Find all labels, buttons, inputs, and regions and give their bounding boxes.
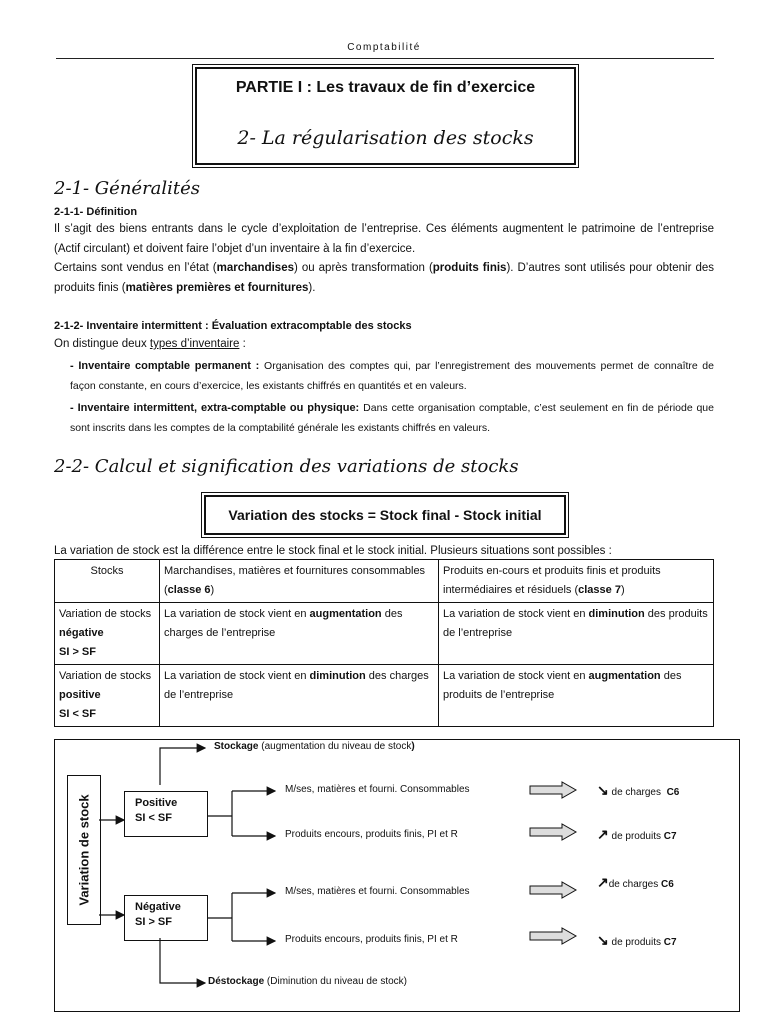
text: ) (210, 584, 215, 596)
text: de produits (611, 831, 661, 842)
subsection-2-1-1: 2-1-1- Définition (54, 206, 138, 218)
bold-term: négative (59, 627, 104, 639)
text: des produits de l’entreprise (443, 670, 682, 701)
neg-prod-label: Produits encours, produits finis, PI et R (285, 934, 458, 945)
bold-term: classe 6 (167, 584, 211, 596)
table-cell: Stocks (55, 560, 160, 603)
text: des charges de l’entreprise (164, 670, 429, 701)
class-code: C7 (663, 937, 677, 948)
bold-term: augmentation (309, 608, 382, 620)
text: Marchandises, matières et fournitures consommables ( (164, 565, 426, 596)
bullet-text: Organisation des comptes qui, par l’enregistrement des mouvements permet de connaître de façon constante, en cours d’exercice, les existants chiffrés en quantités et en valeurs. (70, 360, 714, 392)
text: La variation de stock vient en (443, 670, 589, 682)
result-neg-charges (597, 874, 674, 891)
bold-term: Stockage (214, 741, 259, 752)
bold-term: marchandises (216, 262, 294, 274)
text: ) ou après transformation ( (294, 262, 433, 274)
text: de produits (611, 937, 661, 948)
text: Produits en-cours et produits finis et produits intermédiaires et résiduels ( (443, 565, 661, 596)
down-arrow-icon: ↘ (597, 782, 609, 798)
text: ). (308, 281, 316, 294)
bold-term: matières premières et fournitures (125, 281, 309, 294)
text: ) (620, 584, 625, 596)
text: de charges (611, 787, 661, 798)
bullet-title: - Inventaire intermittent, extra-comptable ou physique: (70, 402, 364, 414)
text: La variation de stock vient en (164, 670, 310, 682)
text: Variation de stocks (59, 670, 152, 682)
text: des produits de l’entreprise (443, 608, 708, 639)
part-title: PARTIE I : Les travaux de fin d’exercice (235, 79, 536, 96)
node-line: SI > SF (135, 916, 172, 928)
text: ). D’autres sont utilisés pour obtenir des produits finis ( (54, 262, 714, 294)
bold-term: diminution (588, 608, 645, 620)
bold-term: augmentation (588, 670, 661, 682)
subsection-2-1-2: 2-1-2- Inventaire intermittent : Évaluation extracomptable des stocks (54, 320, 412, 332)
pos-mses-label: M/ses, matières et fourni. Consommables (285, 784, 470, 795)
running-header: Comptabilité (347, 42, 421, 53)
neg-mses-label: M/ses, matières et fourni. Consommables (285, 886, 470, 897)
bold-term: positive (59, 689, 101, 701)
text: : (239, 338, 246, 350)
negative-node (124, 895, 208, 941)
text: ) (411, 741, 415, 752)
positive-node (124, 791, 208, 837)
bullet-title: - Inventaire comptable permanent : (70, 360, 265, 372)
node-line: Positive (135, 797, 178, 809)
pos-prod-label: Produits encours, produits finis, PI et R (285, 829, 458, 840)
definition-paragraph: Il s’agit des biens entrants dans le cycle d’exploitation de l’entreprise. Ces éléments augmentent le patrimoine de l’entreprise (Actif circulant) et doivent faire l’objet d’un inventaire à la fin d’exercice. (54, 223, 714, 255)
diagram-root-label: Variation de stock (76, 794, 92, 906)
text: La variation de stock vient en (164, 608, 310, 620)
underlined-term: types d’inventaire (149, 338, 240, 350)
text: La variation de stock vient en (443, 608, 589, 620)
down-arrow-icon: ↘ (597, 932, 609, 948)
class-code: C6 (666, 787, 680, 798)
diagram-root-box (67, 775, 101, 925)
node-line: Négative (135, 901, 181, 913)
stockage-label (214, 741, 415, 752)
variation-intro: La variation de stock est la différence entre le stock final et le stock initial. Plusieurs situations sont possibles : (54, 545, 612, 557)
bold-term: SI < SF (59, 708, 96, 720)
class-code: C7 (663, 831, 677, 842)
bold-term: classe 7 (578, 584, 621, 596)
bold-term: SI > SF (59, 646, 96, 658)
text: de charges (608, 879, 659, 890)
text: (Diminution du niveau de stock) (264, 976, 407, 987)
bold-term: diminution (309, 670, 366, 682)
section-2-1-heading: 2-1- Généralités (54, 178, 201, 199)
result-neg-produits (597, 932, 677, 949)
node-line: SI < SF (135, 812, 172, 824)
bold-term: produits finis (432, 262, 507, 274)
text: Variation de stocks (59, 608, 152, 620)
bullet-text: Dans cette organisation comptable, c’est seulement en fin de période que sont inscrits dans les comptes de la comptabilité générale les existants chiffrés en valeurs. (70, 402, 714, 434)
bold-term: Déstockage (208, 976, 265, 987)
formula-box: Variation des stocks = Stock final - Stock initial (204, 495, 566, 535)
up-arrow-icon: ↗ (597, 826, 609, 842)
text: Certains sont vendus en l’état ( (54, 262, 217, 274)
chapter-title: 2- La régularisation des stocks (237, 127, 534, 149)
class-code: C6 (661, 879, 674, 890)
result-pos-produits (597, 826, 677, 843)
text: On distingue deux (54, 338, 150, 350)
text: (augmentation du niveau de stock (258, 741, 412, 752)
result-pos-charges (597, 782, 679, 799)
section-2-2-heading: 2-2- Calcul et signification des variations de stocks (54, 456, 519, 477)
text: des charges de l’entreprise (164, 608, 403, 639)
destockage-label (208, 976, 407, 987)
up-arrow-icon: ↗ (597, 874, 609, 890)
